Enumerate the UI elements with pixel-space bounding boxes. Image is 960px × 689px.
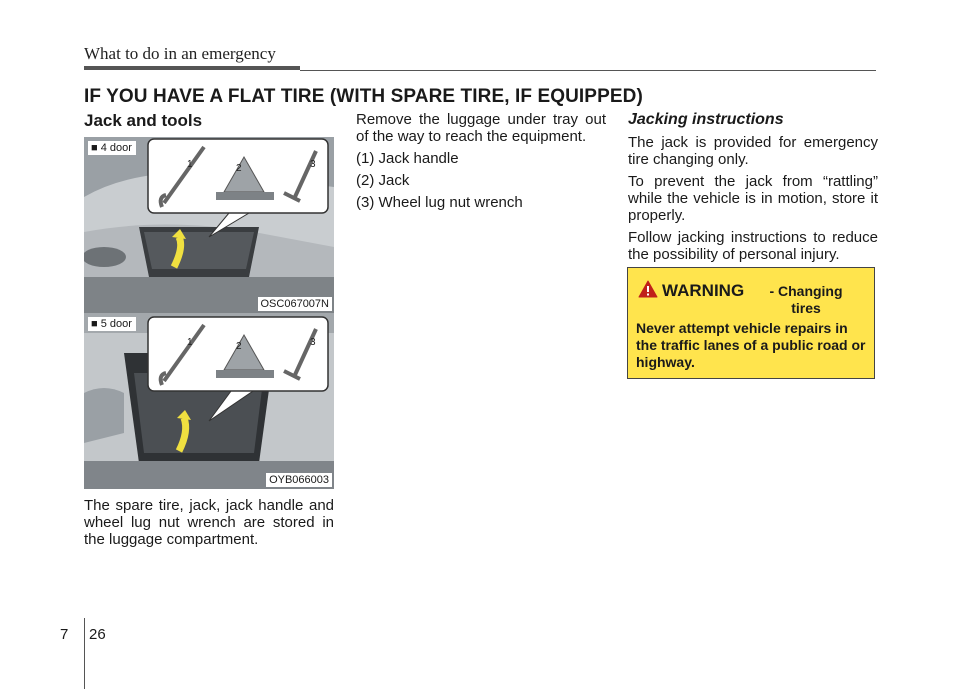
jacking-paragraph-2: To prevent the jack from “rattling” while the vehicle is in motion, store it properly. [628, 173, 878, 224]
callout-2: 2 [236, 341, 242, 352]
jacking-column [628, 111, 878, 268]
storage-paragraph: The spare tire, jack, jack handle and wheel lug nut wrench are stored in the luggage compartment. [84, 497, 334, 548]
equipment-item-2: (2) Jack [356, 172, 410, 189]
header-rule [300, 70, 876, 71]
figure-label: ■ 4 door [88, 141, 136, 155]
header-bar [84, 66, 300, 70]
equipment-item-3: (3) Wheel lug nut wrench [356, 194, 523, 211]
callout-2: 2 [236, 163, 242, 174]
callout-1: 1 [187, 159, 193, 170]
figure-label: ■ 5 door [88, 317, 136, 331]
figure-5-door [84, 313, 334, 489]
page-number: 26 [89, 626, 106, 643]
callout-3: 3 [310, 159, 316, 170]
warning-box [627, 267, 875, 379]
car-trunk-illustration-4-door [84, 137, 334, 313]
page-number-divider [84, 618, 85, 689]
callout-3: 3 [310, 337, 316, 348]
warning-body: Never attempt vehicle repairs in the traffic lanes of a public road or highway. [636, 320, 866, 370]
figure-code: OSC067007N [258, 297, 333, 311]
warning-subtitle: - Changing tires [769, 283, 843, 316]
remove-tray-paragraph: Remove the luggage under tray out of the way to reach the equipment. [356, 111, 606, 145]
section-title: IF YOU HAVE A FLAT TIRE (WITH SPARE TIRE, IF EQUIPPED) [84, 86, 643, 107]
figure-4-door [84, 137, 334, 313]
figure-code: OYB066003 [266, 473, 332, 487]
jacking-heading: Jacking instructions [628, 111, 784, 128]
equipment-item-1: (1) Jack handle [356, 150, 459, 167]
equipment-column [356, 111, 606, 216]
car-trunk-illustration-5-door [84, 313, 334, 489]
jack-tools-heading: Jack and tools [84, 111, 203, 130]
callout-1: 1 [187, 337, 193, 348]
warning-triangle-icon [638, 280, 658, 298]
jacking-paragraph-3: Follow jacking instructions to reduce the possibility of personal injury. [628, 229, 878, 263]
running-header: What to do in an emergency [84, 44, 276, 63]
warning-title: WARNING [662, 281, 745, 300]
jacking-paragraph-1: The jack is provided for emergency tire changing only. [628, 134, 878, 168]
chapter-number: 7 [60, 626, 69, 643]
